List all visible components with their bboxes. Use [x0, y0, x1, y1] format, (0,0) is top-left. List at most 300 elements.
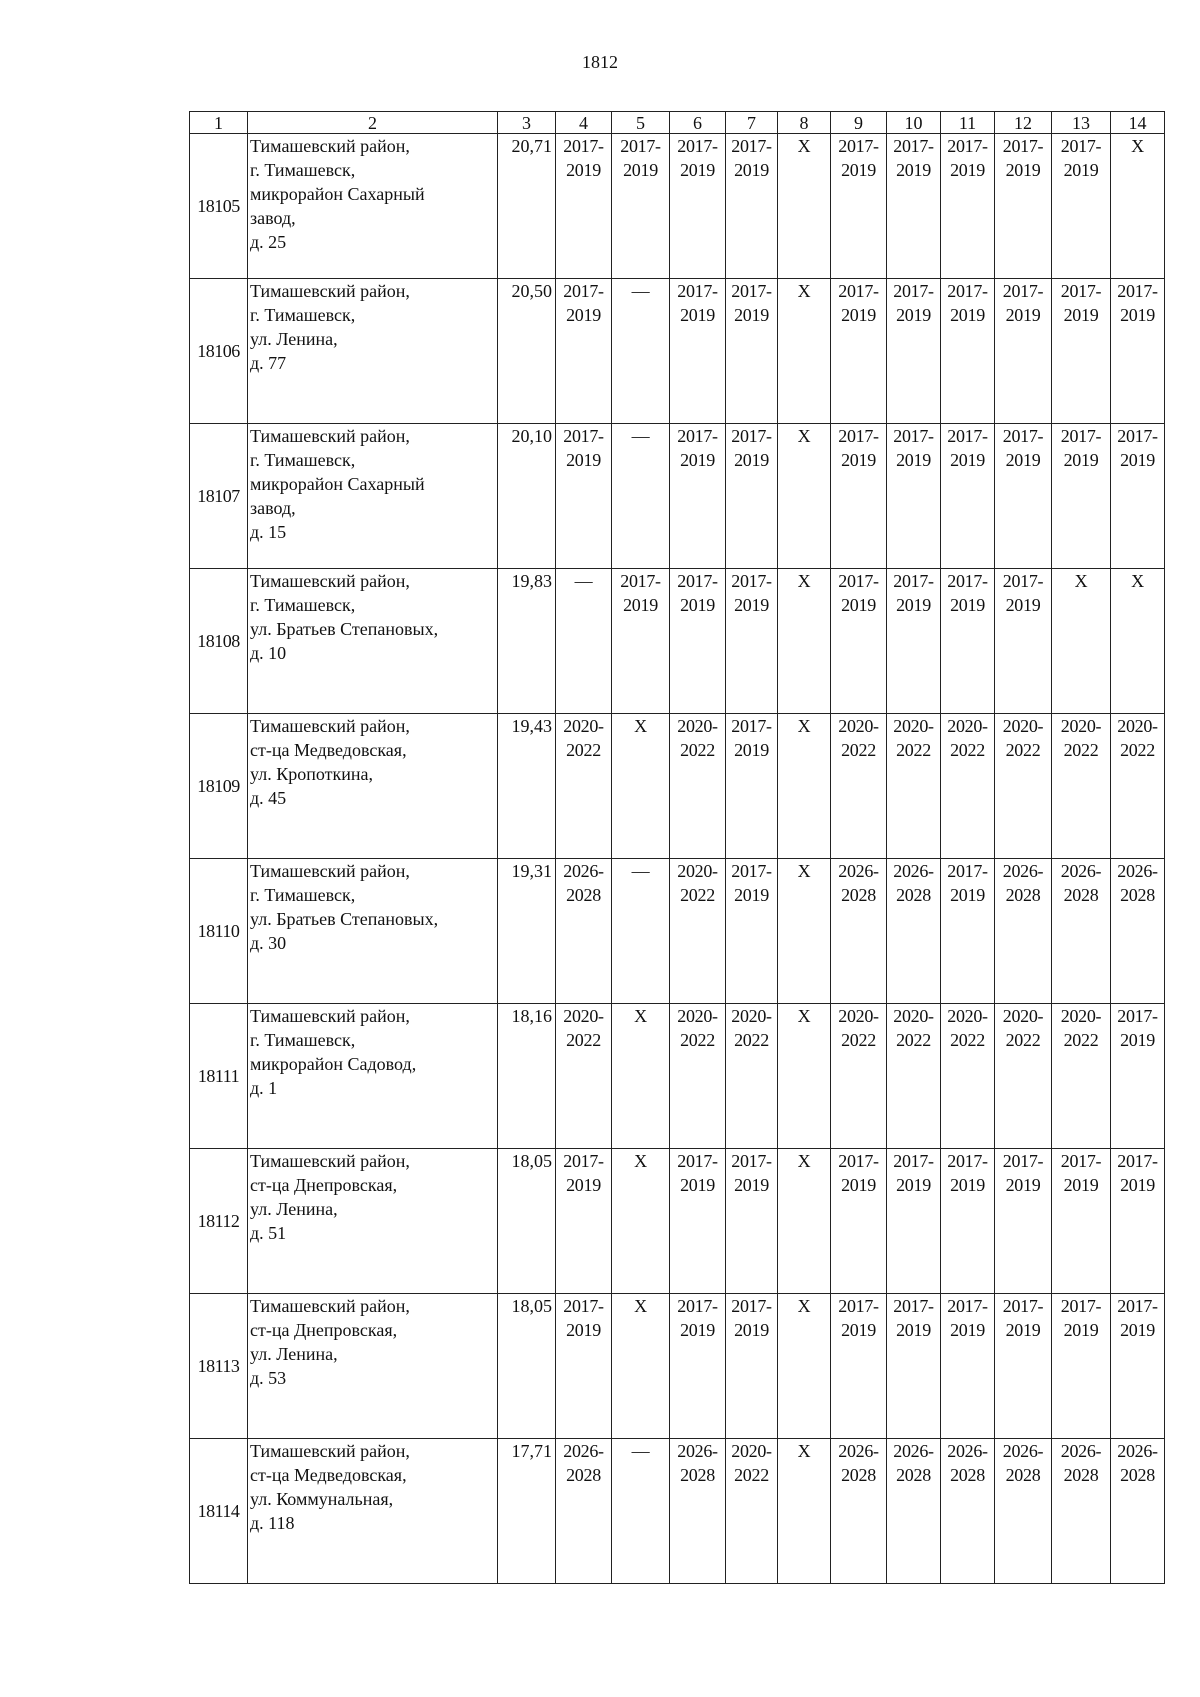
address-line: Тимашевский район, — [250, 571, 410, 591]
period-line: 2019 — [680, 1175, 715, 1195]
column-header-9: 9 — [831, 112, 887, 134]
column-header-1: 1 — [190, 112, 248, 134]
period-line: Х — [634, 1006, 647, 1026]
period-line: 2028 — [566, 1465, 601, 1485]
period-line: 2019 — [734, 1320, 769, 1340]
period-cell-col-14 — [1111, 859, 1165, 1004]
period-line: Х — [797, 1296, 811, 1316]
area-cell: 18,16 — [498, 1004, 556, 1149]
period-line: 2020- — [563, 1006, 604, 1026]
period-line: 2022 — [1120, 740, 1155, 760]
period-cell-col-4 — [556, 134, 612, 279]
period-line: 2022 — [1063, 740, 1099, 760]
period-line: 2022 — [950, 1030, 985, 1050]
period-line: Х — [797, 426, 811, 446]
period-cell-col-12 — [995, 1004, 1052, 1149]
period-line: 2019 — [1063, 450, 1099, 470]
period-line: Х — [797, 281, 811, 301]
period-line: 2017- — [947, 136, 988, 156]
period-cell-col-5 — [612, 859, 670, 1004]
period-line: Х — [797, 716, 811, 736]
period-cell-col-8 — [778, 134, 831, 279]
period-line: Х — [634, 1151, 647, 1171]
row-number: 18113 — [190, 1294, 248, 1439]
period-cell-col-7 — [726, 569, 778, 714]
period-cell-col-5 — [612, 424, 670, 569]
period-line: 2019 — [950, 305, 985, 325]
row-number: 18108 — [190, 569, 248, 714]
period-line: 2017- — [1060, 426, 1102, 446]
address-line: д. 118 — [250, 1513, 295, 1533]
period-line: 2020- — [677, 716, 718, 736]
period-line: 2017- — [563, 426, 604, 446]
period-line: 2026- — [1002, 1441, 1044, 1461]
period-cell-col-6 — [670, 134, 726, 279]
period-cell-col-12 — [995, 279, 1052, 424]
period-cell-col-9 — [831, 424, 887, 569]
address-line: Тимашевский район, — [250, 1151, 410, 1171]
address-line: д. 1 — [250, 1078, 278, 1098]
period-line: 2028 — [1063, 885, 1099, 905]
period-cell-col-10 — [887, 134, 941, 279]
period-line: 2017- — [731, 136, 772, 156]
period-cell-col-14 — [1111, 714, 1165, 859]
address-line: ул. Братьев Степановых, — [250, 619, 439, 639]
period-cell-col-4 — [556, 1149, 612, 1294]
page-number: 1812 — [582, 52, 618, 72]
address-cell — [248, 279, 498, 424]
period-cell-col-12 — [995, 714, 1052, 859]
period-line: 2017- — [1002, 571, 1044, 591]
address-line: Тимашевский район, — [250, 716, 410, 736]
period-cell-col-11 — [941, 279, 995, 424]
period-cell-col-14 — [1111, 279, 1165, 424]
period-line: 2026- — [1117, 1441, 1158, 1461]
period-cell-col-10 — [887, 279, 941, 424]
period-cell-col-6 — [670, 279, 726, 424]
period-line: 2026- — [947, 1441, 988, 1461]
column-header-8: 8 — [778, 112, 831, 134]
period-line: 2017- — [731, 861, 772, 881]
period-cell-col-6 — [670, 424, 726, 569]
period-line: 2019 — [680, 595, 715, 615]
period-cell-col-9 — [831, 1294, 887, 1439]
period-line: 2017- — [947, 571, 988, 591]
period-line: 2028 — [1005, 1465, 1041, 1485]
column-header-3: 3 — [498, 112, 556, 134]
period-line: 2017- — [563, 281, 604, 301]
period-line: 2022 — [841, 1030, 876, 1050]
period-cell-col-4 — [556, 279, 612, 424]
period-line: 2020- — [893, 716, 934, 736]
period-line: 2026- — [1060, 1441, 1102, 1461]
period-cell-col-4 — [556, 859, 612, 1004]
period-cell-col-10 — [887, 569, 941, 714]
period-cell-col-8 — [778, 859, 831, 1004]
address-cell — [248, 424, 498, 569]
period-line: 2026- — [838, 861, 879, 881]
area-cell: 18,05 — [498, 1294, 556, 1439]
period-cell-col-5 — [612, 279, 670, 424]
address-line: г. Тимашевск, — [250, 885, 356, 905]
period-line: 2019 — [566, 1175, 601, 1195]
period-line: 2019 — [734, 595, 769, 615]
period-cell-col-6 — [670, 1294, 726, 1439]
column-header-5: 5 — [612, 112, 670, 134]
period-line: 2019 — [841, 1320, 876, 1340]
period-line: 2019 — [680, 1320, 715, 1340]
period-line: 2019 — [950, 885, 985, 905]
period-line: 2020- — [1002, 716, 1044, 736]
area-cell: 19,43 — [498, 714, 556, 859]
period-line: 2019 — [841, 160, 876, 180]
address-line: д. 45 — [250, 788, 287, 808]
period-cell-col-10 — [887, 1004, 941, 1149]
period-cell-col-13 — [1052, 1004, 1111, 1149]
period-line: 2028 — [896, 885, 931, 905]
period-line: — — [631, 1441, 650, 1461]
area-cell: 18,05 — [498, 1149, 556, 1294]
period-cell-col-4 — [556, 1004, 612, 1149]
column-header-14: 14 — [1111, 112, 1165, 134]
period-cell-col-10 — [887, 859, 941, 1004]
column-header-13: 13 — [1052, 112, 1111, 134]
period-line: 2017- — [838, 136, 879, 156]
period-line: 2017- — [893, 136, 934, 156]
period-cell-col-11 — [941, 569, 995, 714]
address-line: Тимашевский район, — [250, 281, 410, 301]
area-cell: 19,31 — [498, 859, 556, 1004]
address-cell — [248, 134, 498, 279]
period-line: 2019 — [734, 885, 769, 905]
column-header-4: 4 — [556, 112, 612, 134]
period-cell-col-13 — [1052, 424, 1111, 569]
period-cell-col-11 — [941, 1004, 995, 1149]
period-line: 2022 — [566, 1030, 601, 1050]
period-line: 2019 — [950, 1175, 985, 1195]
period-line: 2020- — [563, 716, 604, 736]
period-line: 2020- — [947, 1006, 988, 1026]
area-cell: 19,83 — [498, 569, 556, 714]
period-cell-col-11 — [941, 714, 995, 859]
period-line: 2019 — [623, 595, 658, 615]
period-cell-col-6 — [670, 1439, 726, 1584]
period-cell-col-13 — [1052, 859, 1111, 1004]
period-cell-col-13 — [1052, 1439, 1111, 1584]
register-table — [189, 111, 1165, 1584]
table-row — [190, 1004, 1165, 1149]
period-cell-col-12 — [995, 859, 1052, 1004]
period-line: 2019 — [1005, 1320, 1041, 1340]
period-line: 2022 — [680, 885, 715, 905]
area-cell: 20,71 — [498, 134, 556, 279]
period-line: 2026- — [677, 1441, 718, 1461]
period-cell-col-8 — [778, 1294, 831, 1439]
row-number: 18110 — [190, 859, 248, 1004]
period-cell-col-8 — [778, 279, 831, 424]
period-line: 2017- — [1117, 281, 1158, 301]
period-line: 2022 — [896, 1030, 931, 1050]
address-line: Тимашевский район, — [250, 1006, 410, 1026]
area-cell: 20,50 — [498, 279, 556, 424]
column-header-11: 11 — [941, 112, 995, 134]
period-line: 2017- — [947, 1151, 988, 1171]
address-line: ул. Братьев Степановых, — [250, 909, 439, 929]
address-line: ст-ца Днепровская, — [250, 1320, 398, 1340]
table-row — [190, 1439, 1165, 1584]
period-line: 2019 — [680, 305, 715, 325]
period-cell-col-11 — [941, 134, 995, 279]
table-row — [190, 424, 1165, 569]
period-line: 2022 — [680, 740, 715, 760]
column-header-6: 6 — [670, 112, 726, 134]
period-cell-col-12 — [995, 1294, 1052, 1439]
address-cell — [248, 1294, 498, 1439]
address-line: ст-ца Медведовская, — [250, 1465, 407, 1485]
period-line: 2019 — [734, 305, 769, 325]
period-line: 2028 — [896, 1465, 931, 1485]
period-line: 2017- — [893, 1151, 934, 1171]
period-line: 2020- — [677, 1006, 718, 1026]
period-cell-col-14 — [1111, 424, 1165, 569]
period-line: 2026- — [563, 1441, 604, 1461]
period-line: 2020- — [838, 1006, 879, 1026]
period-line: 2022 — [896, 740, 931, 760]
period-line: 2019 — [1120, 1175, 1155, 1195]
period-line: Х — [1131, 136, 1144, 156]
period-line: 2019 — [566, 305, 601, 325]
period-cell-col-9 — [831, 1004, 887, 1149]
header-row — [190, 112, 1165, 134]
period-line: 2020- — [838, 716, 879, 736]
row-number: 18105 — [190, 134, 248, 279]
period-cell-col-6 — [670, 859, 726, 1004]
period-line: 2020- — [1060, 1006, 1102, 1026]
table-row — [190, 859, 1165, 1004]
period-line: 2020- — [677, 861, 718, 881]
period-cell-col-9 — [831, 134, 887, 279]
period-cell-col-12 — [995, 569, 1052, 714]
table-row — [190, 569, 1165, 714]
address-line: ул. Ленина, — [250, 1199, 338, 1219]
period-line: Х — [797, 1441, 811, 1461]
period-line: 2019 — [1005, 595, 1041, 615]
period-line: 2017- — [893, 426, 934, 446]
period-line: 2019 — [680, 160, 715, 180]
period-line: 2017- — [1060, 1151, 1102, 1171]
period-cell-col-11 — [941, 1294, 995, 1439]
period-line: 2019 — [1063, 305, 1099, 325]
table-row — [190, 134, 1165, 279]
period-line: 2026- — [563, 861, 604, 881]
period-line: 2022 — [1005, 1030, 1041, 1050]
period-line: 2017- — [893, 571, 934, 591]
period-line: 2017- — [1117, 1006, 1158, 1026]
period-line: 2017- — [947, 426, 988, 446]
address-line: Тимашевский район, — [250, 136, 410, 156]
period-cell-col-12 — [995, 424, 1052, 569]
period-line: 2019 — [950, 1320, 985, 1340]
address-line: ул. Кропоткина, — [250, 764, 373, 784]
period-line: 2017- — [838, 1296, 879, 1316]
period-line: 2026- — [1117, 861, 1158, 881]
period-cell-col-5 — [612, 1149, 670, 1294]
period-line: 2019 — [623, 160, 658, 180]
period-line: 2017- — [1117, 1151, 1158, 1171]
period-line: 2019 — [1063, 1320, 1099, 1340]
period-cell-col-5 — [612, 1294, 670, 1439]
period-cell-col-9 — [831, 1439, 887, 1584]
row-number: 18112 — [190, 1149, 248, 1294]
period-line: 2022 — [680, 1030, 715, 1050]
period-cell-col-7 — [726, 1149, 778, 1294]
period-line: Х — [797, 571, 811, 591]
period-cell-col-14 — [1111, 1149, 1165, 1294]
address-line: ст-ца Днепровская, — [250, 1175, 398, 1195]
address-line: ул. Ленина, — [250, 329, 338, 349]
period-line: 2020- — [947, 716, 988, 736]
period-line: 2017- — [893, 1296, 934, 1316]
period-cell-col-6 — [670, 714, 726, 859]
period-line: 2022 — [734, 1465, 769, 1485]
period-line: 2019 — [566, 1320, 601, 1340]
table-row — [190, 714, 1165, 859]
period-line: 2017- — [731, 281, 772, 301]
period-line: 2019 — [1120, 305, 1155, 325]
period-cell-col-11 — [941, 859, 995, 1004]
period-line: 2020- — [1002, 1006, 1044, 1026]
period-line: 2017- — [1060, 1296, 1102, 1316]
period-line: 2017- — [563, 1296, 604, 1316]
period-line: 2017- — [731, 1151, 772, 1171]
period-cell-col-8 — [778, 714, 831, 859]
period-line: Х — [797, 136, 811, 156]
period-line: 2028 — [566, 885, 601, 905]
period-line: 2017- — [620, 136, 661, 156]
period-cell-col-12 — [995, 134, 1052, 279]
period-line: 2022 — [841, 740, 876, 760]
period-line: 2019 — [896, 1175, 931, 1195]
period-line: 2028 — [950, 1465, 985, 1485]
period-line: 2028 — [1005, 885, 1041, 905]
address-cell — [248, 1149, 498, 1294]
address-line: д. 10 — [250, 643, 287, 663]
period-cell-col-13 — [1052, 1149, 1111, 1294]
period-line: 2019 — [841, 305, 876, 325]
period-cell-col-6 — [670, 1149, 726, 1294]
period-line: 2022 — [950, 740, 985, 760]
period-cell-col-9 — [831, 714, 887, 859]
period-line: 2026- — [838, 1441, 879, 1461]
period-line: 2019 — [841, 595, 876, 615]
address-cell — [248, 1439, 498, 1584]
period-cell-col-10 — [887, 714, 941, 859]
period-cell-col-5 — [612, 1439, 670, 1584]
period-line: 2026- — [893, 1441, 934, 1461]
period-line: 2019 — [566, 160, 601, 180]
period-cell-col-11 — [941, 1149, 995, 1294]
period-line: — — [631, 426, 650, 446]
period-line: 2019 — [734, 1175, 769, 1195]
period-line: 2017- — [677, 136, 718, 156]
address-line: микрорайон Сахарный — [250, 474, 425, 494]
period-line: 2017- — [947, 861, 988, 881]
period-line: 2019 — [896, 160, 931, 180]
period-cell-col-13 — [1052, 1294, 1111, 1439]
period-cell-col-9 — [831, 1149, 887, 1294]
period-line: 2019 — [896, 305, 931, 325]
period-cell-col-9 — [831, 569, 887, 714]
address-line: д. 53 — [250, 1368, 287, 1388]
period-line: 2026- — [1060, 861, 1102, 881]
address-line: завод, — [250, 498, 296, 518]
period-cell-col-9 — [831, 859, 887, 1004]
period-cell-col-9 — [831, 279, 887, 424]
period-cell-col-7 — [726, 279, 778, 424]
period-cell-col-4 — [556, 1439, 612, 1584]
address-line: г. Тимашевск, — [250, 160, 356, 180]
row-number: 18114 — [190, 1439, 248, 1584]
period-line: 2019 — [680, 450, 715, 470]
period-line: 2028 — [841, 1465, 876, 1485]
period-line: 2028 — [841, 885, 876, 905]
period-cell-col-7 — [726, 134, 778, 279]
period-line: 2017- — [893, 281, 934, 301]
period-line: 2017- — [1002, 1151, 1044, 1171]
period-line: 2019 — [566, 450, 601, 470]
period-line: 2022 — [1005, 740, 1041, 760]
period-cell-col-6 — [670, 1004, 726, 1149]
address-line: Тимашевский район, — [250, 861, 410, 881]
period-line: 2019 — [950, 450, 985, 470]
period-cell-col-10 — [887, 1294, 941, 1439]
period-line: 2019 — [1005, 305, 1041, 325]
address-line: Тимашевский район, — [250, 1296, 410, 1316]
period-cell-col-4 — [556, 569, 612, 714]
row-number: 18109 — [190, 714, 248, 859]
column-header-2: 2 — [248, 112, 498, 134]
period-line: 2022 — [566, 740, 601, 760]
period-line: 2017- — [731, 426, 772, 446]
address-line: д. 51 — [250, 1223, 287, 1243]
address-cell — [248, 1004, 498, 1149]
period-cell-col-7 — [726, 1294, 778, 1439]
period-line: 2019 — [896, 1320, 931, 1340]
period-line: 2019 — [896, 595, 931, 615]
period-cell-col-5 — [612, 569, 670, 714]
period-line: 2017- — [620, 571, 661, 591]
period-line: 2017- — [1060, 136, 1102, 156]
address-line: завод, — [250, 208, 296, 228]
row-number: 18111 — [190, 1004, 248, 1149]
period-line: 2028 — [680, 1465, 715, 1485]
period-line: 2019 — [1005, 450, 1041, 470]
period-cell-col-10 — [887, 424, 941, 569]
period-line: 2017- — [947, 281, 988, 301]
address-line: ул. Коммунальная, — [250, 1489, 394, 1509]
table-body — [190, 134, 1165, 1584]
period-cell-col-8 — [778, 424, 831, 569]
address-cell — [248, 714, 498, 859]
column-header-12: 12 — [995, 112, 1052, 134]
area-cell: 17,71 — [498, 1439, 556, 1584]
period-cell-col-14 — [1111, 134, 1165, 279]
address-line: Тимашевский район, — [250, 426, 410, 446]
period-cell-col-4 — [556, 714, 612, 859]
period-line: 2017- — [1002, 1296, 1044, 1316]
period-line: Х — [797, 861, 811, 881]
period-cell-col-14 — [1111, 1004, 1165, 1149]
